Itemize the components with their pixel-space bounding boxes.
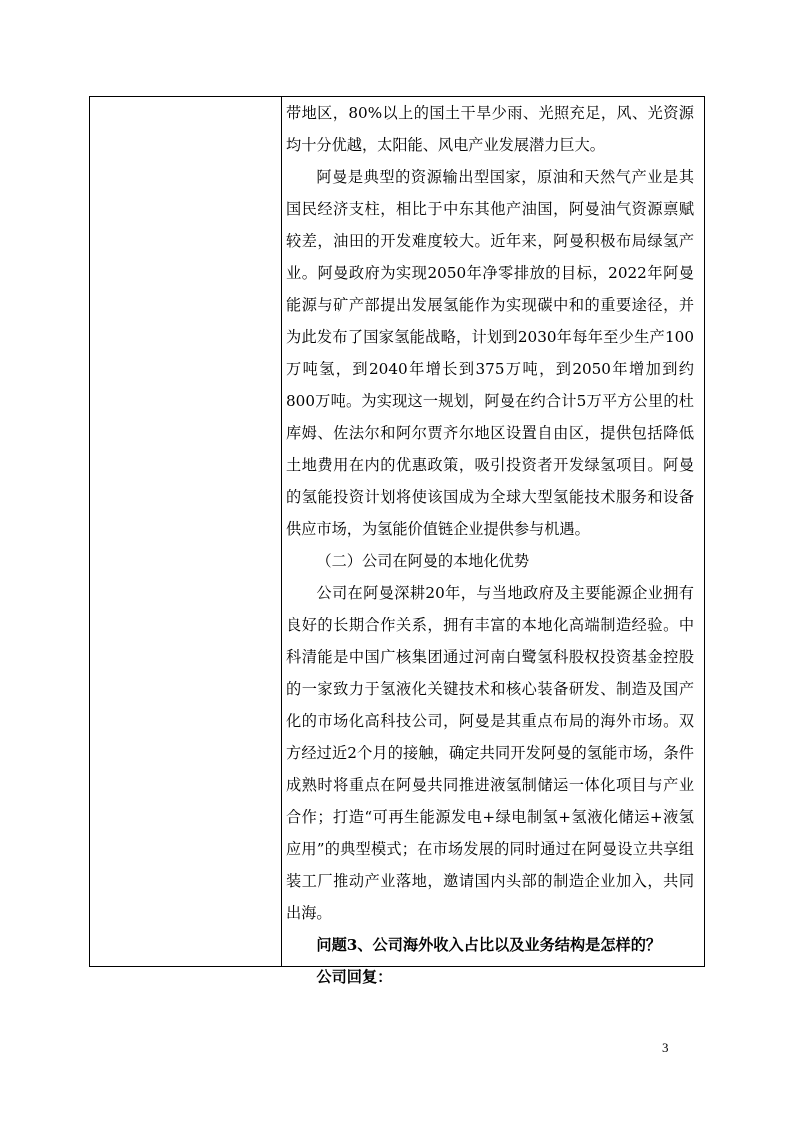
paragraph-oman-hydrogen-strategy: 阿曼是典型的资源输出型国家，原油和天然气产业是其国民经济支柱，相比于中东其他产油国，阿曼油气资源禀赋较差，油田的开发难度较大。近年来，阿曼积极布局绿氢产业。阿曼政府为实现2050年净零排放的目标，2022年阿曼能源与矿产部提出发展氢能作为实现碳中和的重要途径，并为此发布了国家氢能战略，计划到2030年每年至少生产100万吨氢，到2040年增长到375万吨，到2050年增加到约800万吨。为实现这一规划，阿曼在约合计5万平方公里的杜库姆、佐法尔和阿尔贾齐尔地区设置自由区，提供包括降低土地费用在内的优惠政策，吸引投资者开发绿氢项目。阿曼的氢能投资计划将使该国成为全球大型氢能技术服务和设备供应市场，为氢能价值链企业提供参与机遇。 (286, 168, 694, 538)
qa-table (89, 96, 705, 986)
section-heading-localization: （二）公司在阿曼的本地化优势 (316, 552, 530, 570)
question-3: 问题3、公司海外收入占比以及业务结构是怎样的？ (316, 936, 662, 954)
page-number: 3 (662, 1040, 669, 1055)
company-reply-label: 公司回复： (316, 968, 393, 986)
content-cell (286, 97, 694, 993)
paragraph-climate: 带地区，80%以上的国土干旱少雨、光照充足，风、光资源均十分优越，太阳能、风电产业发展潜力巨大。 (286, 104, 694, 154)
paragraph-localization-advantage: 公司在阿曼深耕20年，与当地政府及主要能源企业拥有良好的长期合作关系，拥有丰富的本地化高端制造经验。中科清能是中国广核集团通过河南白鹭氢科股权投资基金控股的一家致力于氢液化关键技术和核心装备研发、制造及国产化的市场化高科技公司，阿曼是其重点布局的海外市场。双方经过近2个月的接触，确定共同开发阿曼的氢能市场，条件成熟时将重点在阿曼共同推进液氢制储运一体化项目与产业合作；打造“可再生能源发电+绿电制氢+氢液化储运+液氢应用”的典型模式；在市场发展的同时通过在阿曼设立共享组装工厂推动产业落地，邀请国内头部的制造企业加入，共同出海。 (286, 584, 694, 922)
table-column-divider (281, 97, 282, 966)
